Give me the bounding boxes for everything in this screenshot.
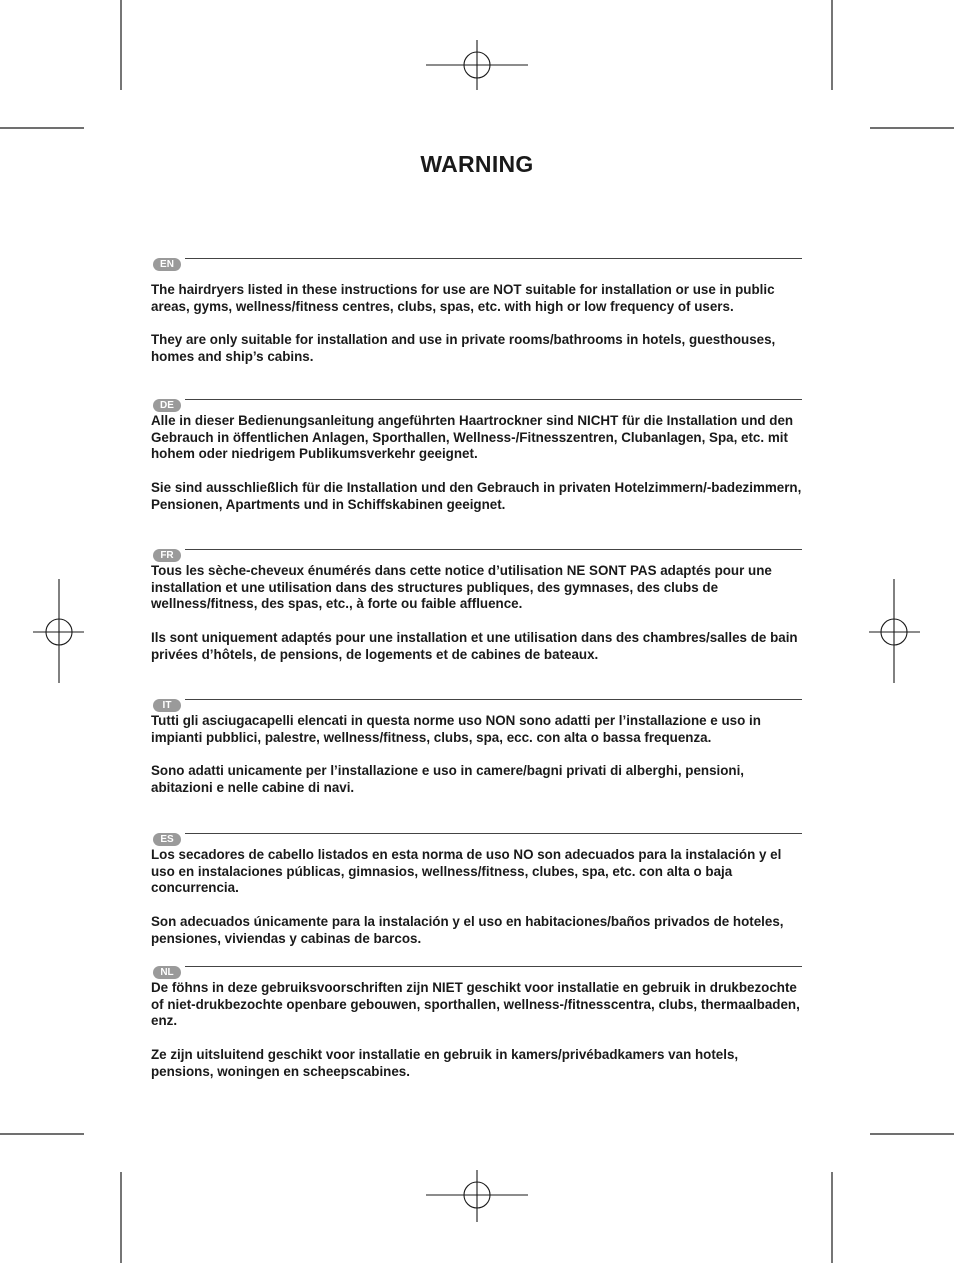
warning-paragraph: De föhns in deze gebruiksvoorschriften zijn NIET geschikt voor installatie en gebruik in drukbezochte of niet-drukbezochte openbare gebouwen, sporthallen, wellness-/fitnesscentra, clubs, thermaalbaden, enz.	[151, 980, 800, 1029]
section-divider	[185, 699, 802, 700]
suitability-paragraph: Ze zijn uitsluitend geschikt voor installatie en gebruik in kamers/privébadkamers van hotels, pensions, woningen en scheepscabines.	[151, 1046, 739, 1079]
registration-mark-bottom	[426, 1170, 528, 1222]
language-header	[151, 699, 802, 713]
language-badge: ES	[153, 833, 181, 846]
language-badge: FR	[153, 549, 181, 562]
warning-paragraph: Tutti gli asciugacapelli elencati in questa norme uso NON sono adatti per l’installazione e uso in impianti pubblici, palestre, wellness/fitness, clubs, spa, ecc. con alta o bassa frequenza.	[151, 713, 761, 745]
registration-mark-left	[33, 579, 84, 683]
registration-mark-top	[426, 40, 528, 90]
language-badge: NL	[153, 966, 181, 979]
language-header	[151, 399, 802, 413]
section-nl	[151, 966, 802, 1080]
language-header	[151, 966, 802, 980]
suitability-paragraph: Son adecuados únicamente para la instalación y el uso en habitaciones/baños privados de hoteles, pensiones, viviendas y cabinas de barcos.	[151, 913, 784, 946]
registration-mark-right	[869, 579, 920, 683]
suitability-paragraph: Ils sont uniquement adaptés pour une installation et une utilisation dans des chambres/salles de bain privées d’hôtels, de pensions, de logements et de cabines de bateaux.	[151, 629, 798, 662]
language-badge: EN	[153, 258, 181, 271]
section-it	[151, 699, 802, 797]
page-title: WARNING	[420, 151, 534, 177]
warning-paragraph: Tous les sèche-cheveux énumérés dans cette notice d’utilisation NE SONT PAS adaptés pour une installation et une utilisation dans des structures publiques, des gymnases, des clubs de wellness/fitness, des spas, etc., à forte ou faible affluence.	[151, 563, 772, 612]
language-header	[151, 258, 802, 272]
warning-paragraph: The hairdryers listed in these instructions for use are NOT suitable for installation or use in public areas, gyms, wellness/fitness centres, clubs, spas, etc. with high or low frequency of users.	[151, 282, 775, 314]
section-divider	[185, 549, 802, 550]
language-header	[151, 549, 802, 563]
warning-paragraph: Alle in dieser Bedienungsanleitung angeführten Haartrockner sind NICHT für die Installation und den Gebrauch in öffentlichen Anlagen, Sporthallen, Wellness-/Fitnesszentren, Clubanlagen, Spa, etc. mit hohem oder niedrigem Publikumsverkehr geeignet.	[151, 413, 794, 462]
section-divider	[185, 833, 802, 834]
warning-paragraph: Los secadores de cabello listados en esta norma de uso NO son adecuados para la instalación y el uso en instalaciones públicas, gimnasios, wellness/fitness, clubes, spa, etc. con alta o baja concurrencia.	[151, 847, 782, 896]
section-fr	[151, 549, 802, 663]
section-es	[151, 833, 802, 947]
section-divider	[185, 258, 802, 259]
language-badge: DE	[153, 399, 181, 412]
section-divider	[185, 399, 802, 400]
section-en	[151, 258, 802, 366]
suitability-paragraph: Sie sind ausschließlich für die Installation und den Gebrauch in privaten Hotelzimmern/-badezimmern, Pensionen, Apartments und in Schiffskabinen geeignet.	[151, 479, 802, 512]
section-divider	[185, 966, 802, 967]
language-badge: IT	[153, 699, 181, 712]
language-header	[151, 833, 802, 847]
suitability-paragraph: They are only suitable for installation and use in private rooms/bathrooms in hotels, guesthouses, homes and ship’s cabins.	[151, 332, 776, 364]
suitability-paragraph: Sono adatti unicamente per l’installazione e uso in camere/bagni privati di alberghi, pensioni, abitazioni e nelle cabine di navi.	[151, 763, 745, 795]
section-de	[151, 399, 802, 513]
